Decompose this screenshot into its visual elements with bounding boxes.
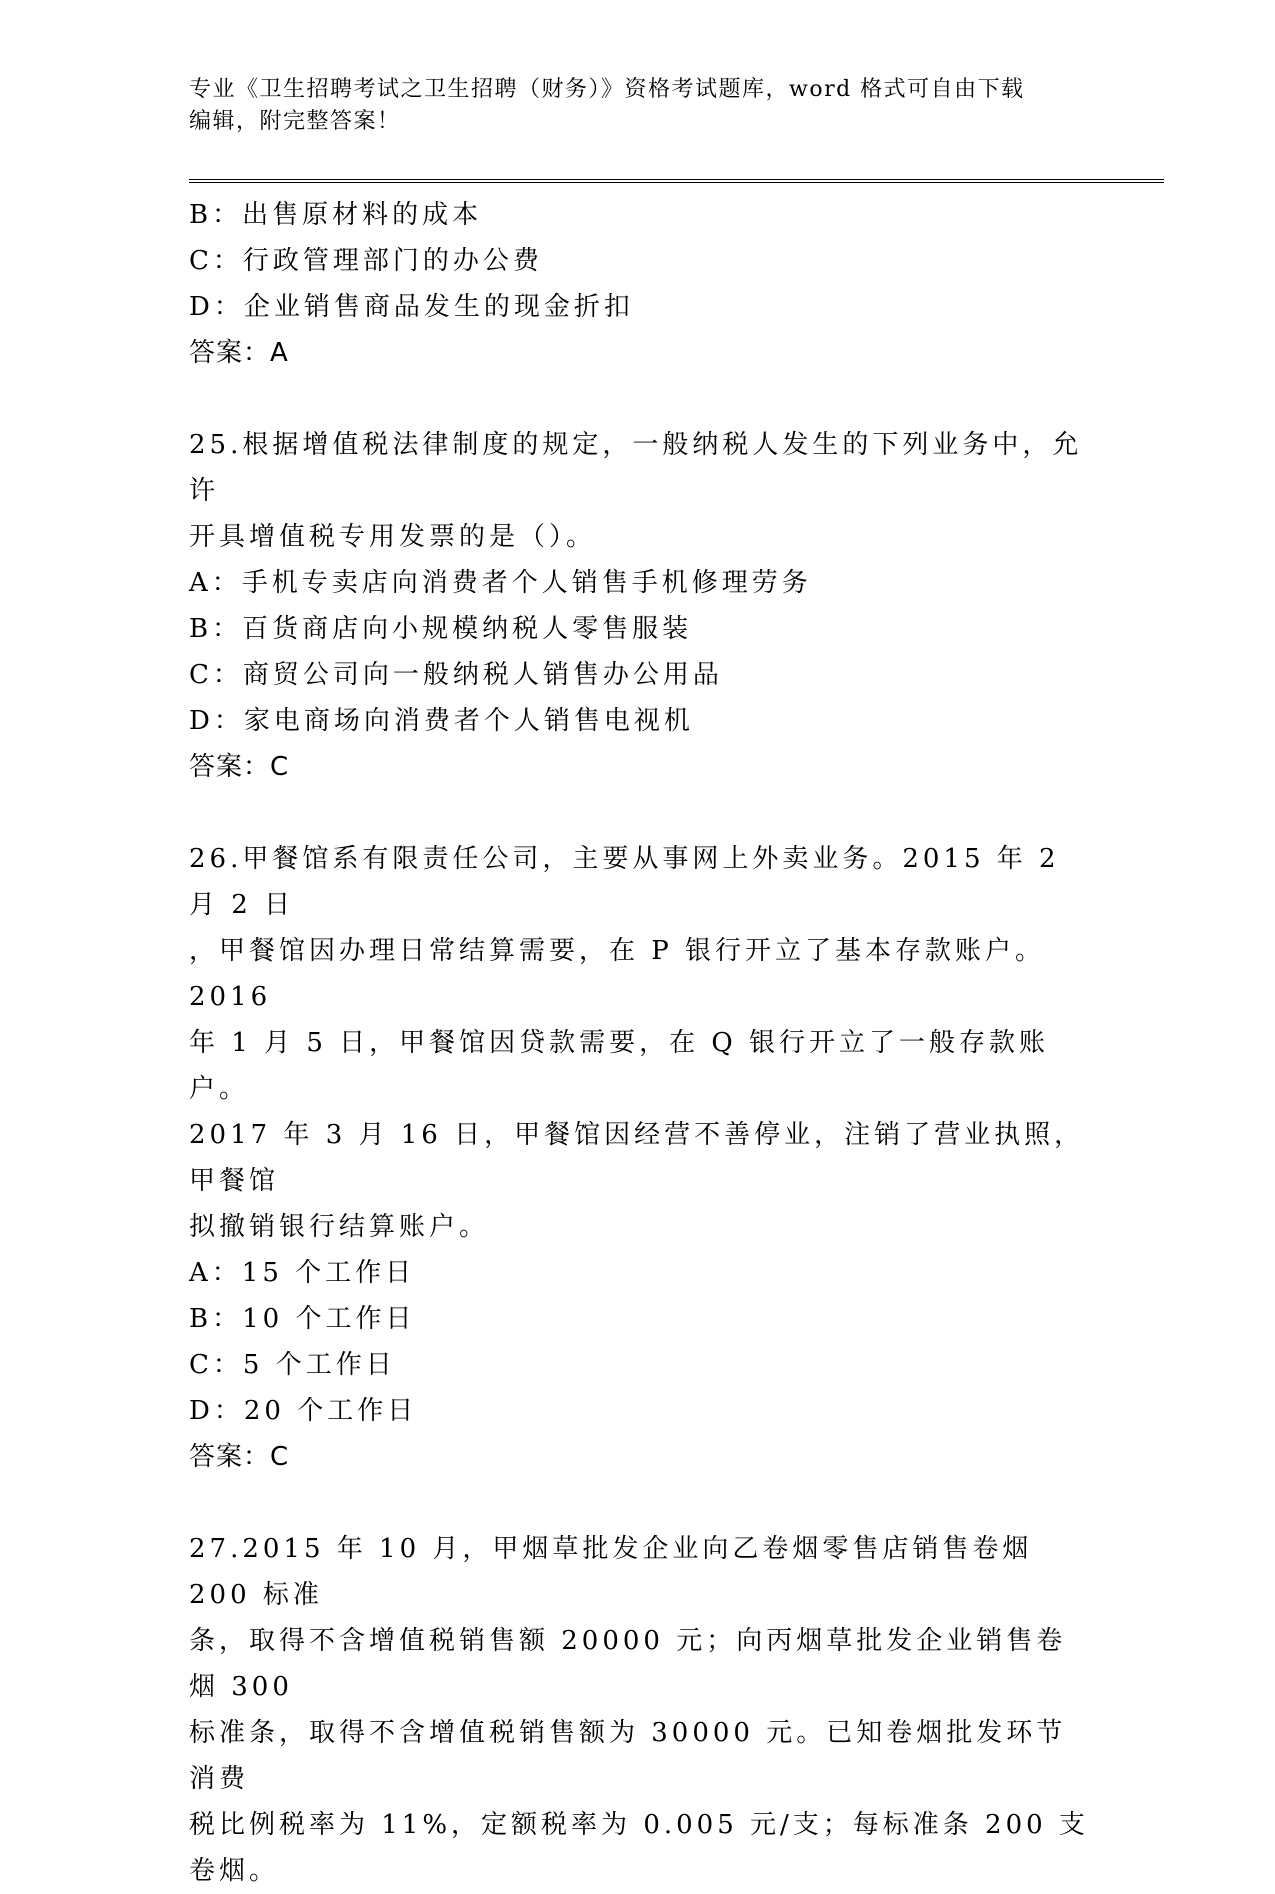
option-c: C：行政管理部门的办公费 [189, 246, 543, 276]
question-stem-line: 27.2015 年 10 月，甲烟草批发企业向乙卷烟零售店销售卷烟 200 标准 [189, 1534, 1033, 1610]
question-26 [189, 836, 1089, 1480]
answer-line: 答案：C [189, 752, 290, 782]
question-stem-line: 25.根据增值税法律制度的规定，一般纳税人发生的下列业务中，允许 [189, 430, 1083, 506]
page-header [189, 74, 1089, 138]
option-c: C：商贸公司向一般纳税人销售办公用品 [189, 660, 723, 690]
header-line: 编辑，附完整答案！ [189, 109, 401, 134]
spacer [189, 376, 1089, 422]
header-line: 专业《卫生招聘考试之卫生招聘（财务）》资格考试题库，word 格式可自由下载 [189, 77, 1025, 102]
option-b: B：10 个工作日 [189, 1304, 416, 1334]
question-25 [189, 422, 1089, 790]
question-stem-line: 拟撤销银行结算账户。 [189, 1212, 490, 1242]
option-d: D：20 个工作日 [189, 1396, 418, 1426]
option-b: B：百货商店向小规模纳税人零售服装 [189, 614, 693, 644]
question-stem-line: 开具增值税专用发票的是（）。 [189, 522, 597, 552]
question-27 [189, 1526, 1089, 1894]
answer-line: 答案：A [189, 338, 289, 368]
question-content [189, 192, 1089, 1894]
option-d: D：家电商场向消费者个人销售电视机 [189, 706, 694, 736]
question-24-tail [189, 192, 1089, 376]
option-a: A：手机专卖店向消费者个人销售手机修理劳务 [189, 568, 812, 598]
question-stem-line: 26.甲餐馆系有限责任公司，主要从事网上外卖业务。2015 年 2 月 2 日 [189, 844, 1060, 920]
spacer [189, 790, 1089, 836]
question-stem-line: 条，取得不含增值税销售额 20000 元；向丙烟草批发企业销售卷烟 300 [189, 1626, 1067, 1702]
option-d: D：企业销售商品发生的现金折扣 [189, 292, 634, 322]
question-stem-line: 税比例税率为 11%，定额税率为 0.005 元/支；每标准条 200 支卷烟。 [189, 1810, 1089, 1886]
question-stem-line: 标准条，取得不含增值税销售额为 30000 元。已知卷烟批发环节消费 [189, 1718, 1067, 1794]
option-a: A：15 个工作日 [189, 1258, 416, 1288]
spacer [189, 1480, 1089, 1526]
option-b: B：出售原材料的成本 [189, 200, 483, 230]
question-stem-line: 2017 年 3 月 16 日，甲餐馆因经营不善停业，注销了营业执照，甲餐馆 [189, 1120, 1085, 1196]
question-stem-line: 年 1 月 5 日，甲餐馆因贷款需要，在 Q 银行开立了一般存款账户。 [189, 1028, 1049, 1104]
answer-line: 答案：C [189, 1442, 290, 1472]
header-divider [189, 179, 1164, 183]
question-stem-line: ，甲餐馆因办理日常结算需要，在 P 银行开立了基本存款账户。2016 [189, 936, 1046, 1012]
option-c: C：5 个工作日 [189, 1350, 396, 1380]
